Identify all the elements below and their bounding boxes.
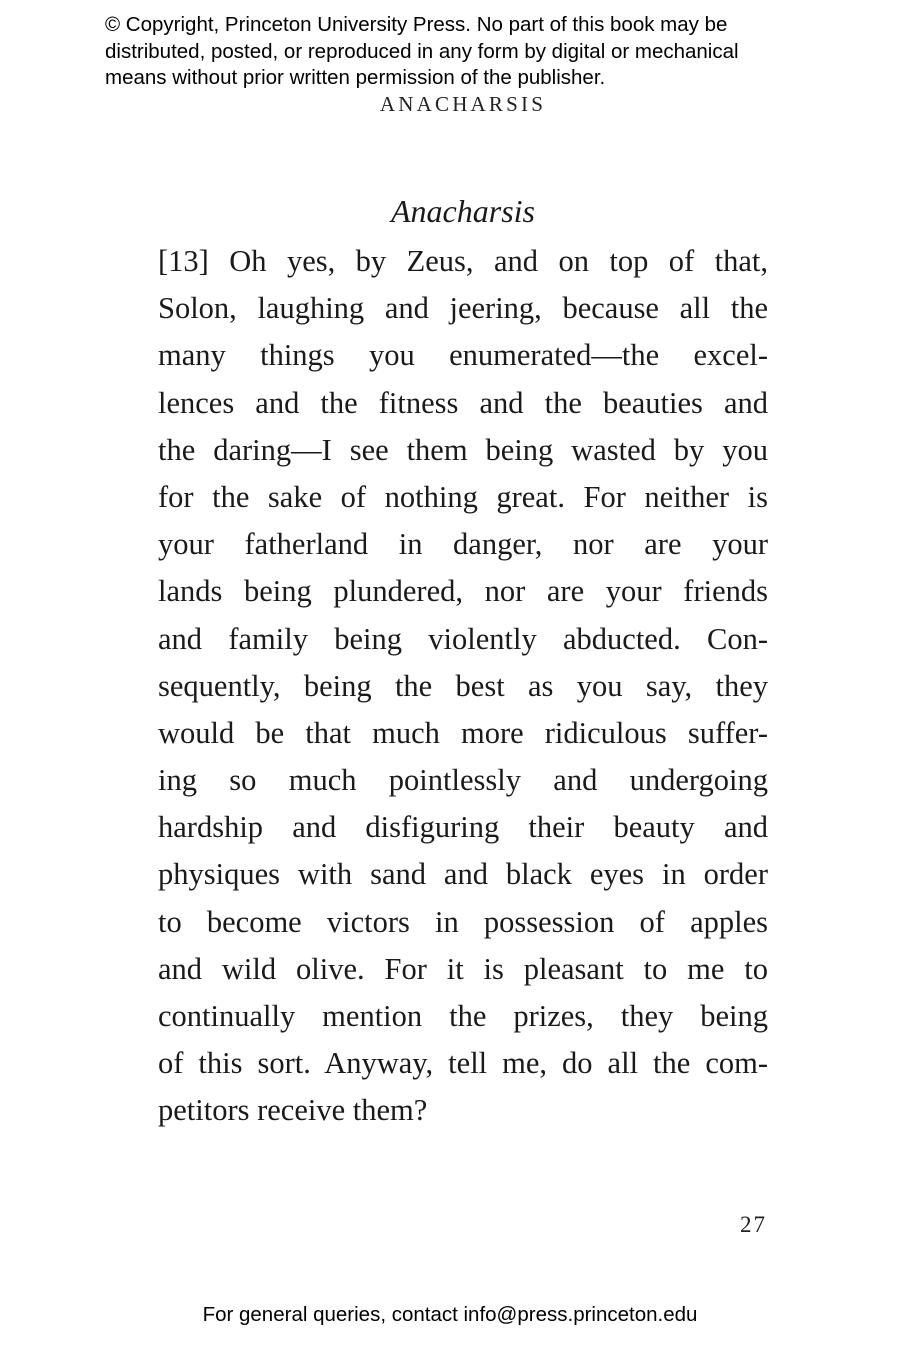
text-line: lences and the fitness and the beauties and	[158, 385, 768, 420]
body-paragraph	[158, 238, 768, 1135]
copyright-line: means without prior written permission of the publisher.	[105, 66, 606, 89]
copyright-line: © Copyright, Princeton University Press. No part of this book may be	[105, 13, 728, 36]
text-line: lands being plundered, nor are your friends	[158, 574, 768, 609]
text-line-last: petitors receive them?	[158, 1093, 428, 1128]
text-line: the daring—I see them being wasted by you	[158, 432, 768, 467]
page-number: 27	[740, 1212, 767, 1237]
text-line: ing so much pointlessly and undergoing	[158, 763, 768, 798]
text-line: for the sake of nothing great. For neither is	[158, 479, 768, 514]
text-line: would be that much more ridiculous suffer-	[158, 715, 768, 750]
text-line: to become victors in possession of apples	[158, 904, 768, 939]
text-line: many things you enumerated—the excel-	[158, 338, 768, 373]
text-line: of this sort. Anyway, tell me, do all the com-	[158, 1046, 768, 1081]
text-line: Solon, laughing and jeering, because all the	[158, 291, 768, 326]
text-line: continually mention the prizes, they being	[158, 999, 768, 1033]
text-line: [13] Oh yes, by Zeus, and on top of that,	[158, 244, 768, 278]
text-line: sequently, being the best as you say, they	[158, 668, 768, 703]
text-line: and family being violently abducted. Con-	[158, 621, 768, 656]
text-line: physiques with sand and black eyes in order	[158, 857, 768, 892]
copyright-notice	[105, 12, 805, 92]
text-line: and wild olive. For it is pleasant to me to	[158, 951, 768, 986]
footer-contact: For general queries, contact info@press.princeton.edu	[202, 1303, 698, 1326]
text-line: your fatherland in danger, nor are your	[158, 527, 768, 562]
text-line: hardship and disfiguring their beauty and	[158, 810, 768, 845]
copyright-line: distributed, posted, or reproduced in any form by digital or mechanical	[105, 39, 739, 63]
speaker-name: Anacharsis	[391, 193, 535, 229]
running-head: ANACHARSIS	[379, 92, 547, 116]
